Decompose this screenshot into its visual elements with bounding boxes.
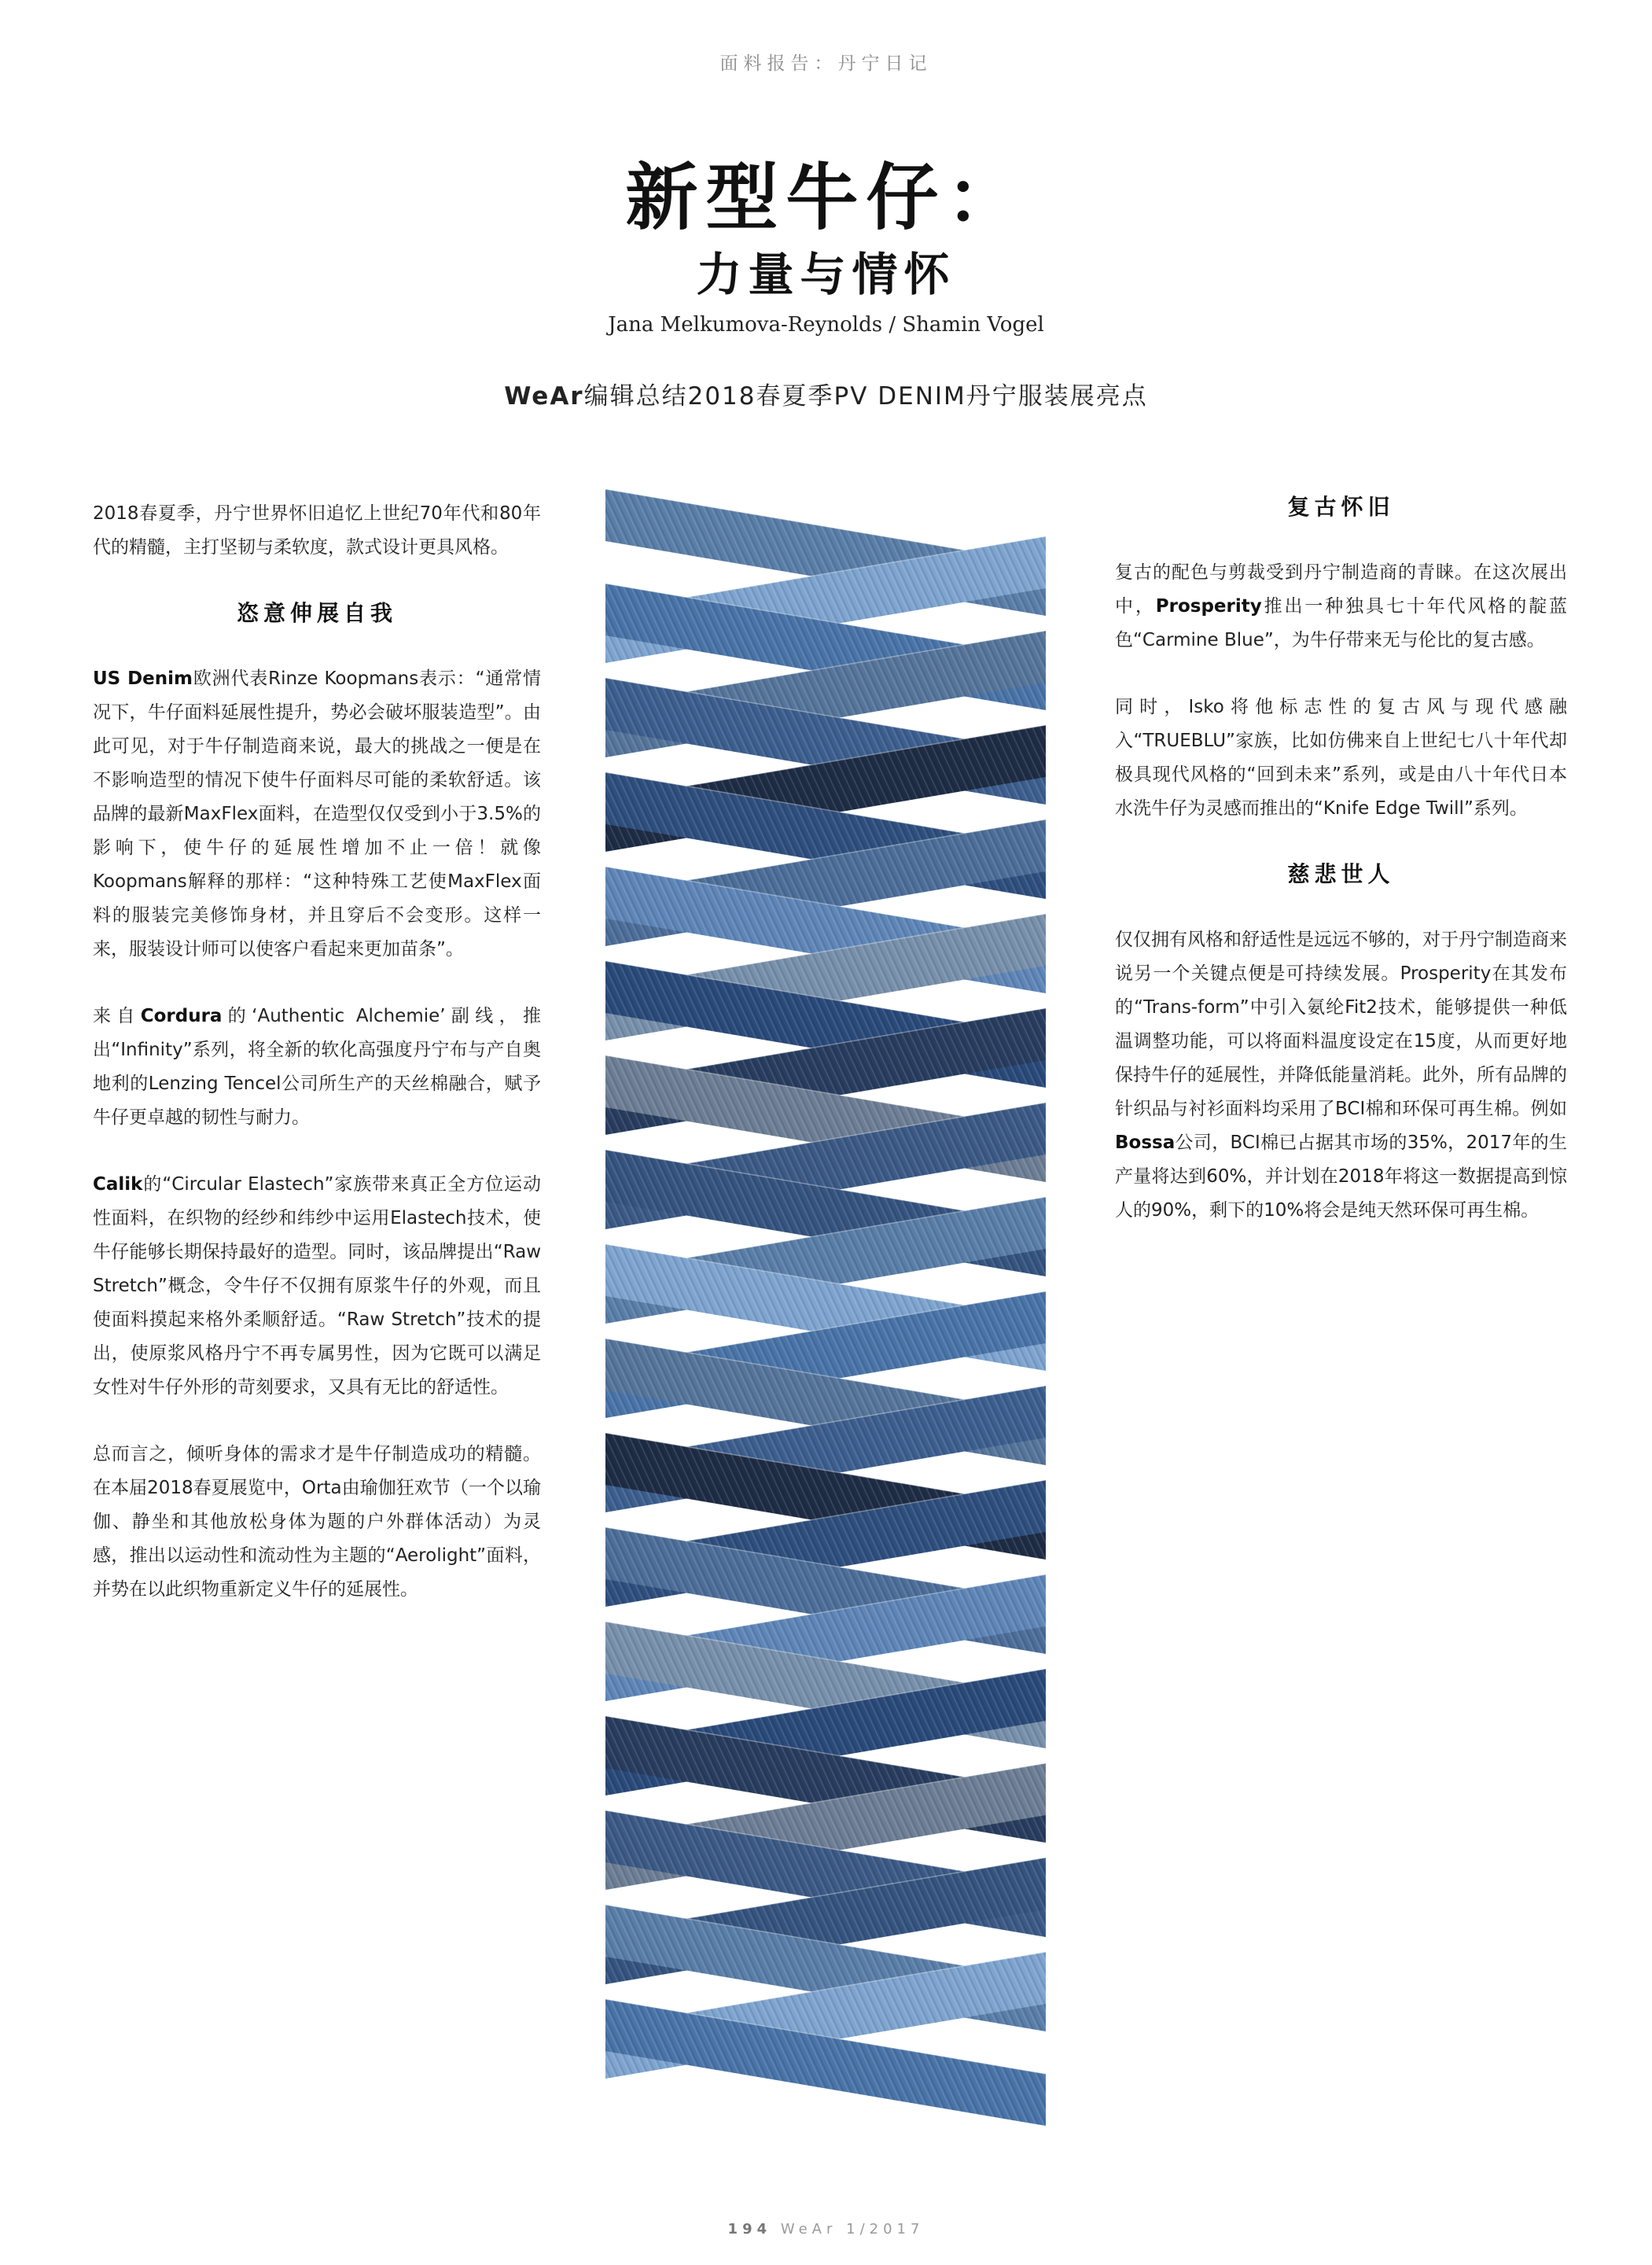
paragraph-calik [93,1168,541,1405]
denim-ribbons [605,489,1046,2126]
page-footer [0,2221,1652,2237]
paragraph-prosperity [1115,556,1567,657]
paragraph-text: 的“Circular Elastech”家族带来真正全方位运动性面料，在织物的经纱和纬纱中运用Elastech技术，使牛仔能够长期保持最好的造型。同时，该品牌提出“Raw Stretch”概念，令牛仔不仅拥有原浆牛仔的外观，而且使面料摸起来格外柔顺舒适。“Raw Stretch”技术的提出，使原浆风格丹宁不再专属男性，因为它既可以满足女性对牛仔外形的苛刻要求，又具有无比的舒适性。 [93,1174,541,1398]
paragraph-cordura [93,1000,541,1135]
article-subtitle: 力量与情怀 [696,248,956,301]
page-number: 194 [727,2221,772,2237]
running-head: 面料报告：丹宁日记 [719,53,933,74]
paragraph-text: 的‘Authentic Alchemie’副线，推出“Infinity”系列，将全新的软化高强度丹宁布与产自奥地利的Lenzing Tencel公司所生产的天丝棉融合，赋予牛仔更卓越的韧性与耐力。 [93,1006,541,1128]
denim-zigzag-image [605,483,1069,2205]
intro-paragraph: 2018春夏季，丹宁世界怀旧追忆上世纪70年代和80年代的精髓，主打坚韧与柔软度，款式设计更具风格。 [93,503,541,558]
paragraph-text: 仅仅拥有风格和舒适性是远远不够的，对于丹宁制造商来说另一个关键点便是可持续发展。Prosperity在其发布的“Trans-form”中引入氨纶Fit2技术，能够提供一种低温调整功能，可以将面料温度设定在15度，从而更好地保持牛仔的延展性，并降低能量消耗。此外，所有品牌的针织品与衬衫面料均采用了BCI棉和环保可再生棉。例如 [1115,930,1567,1119]
deck [0,376,1652,411]
paragraph-text: 推出一种独具七十年代风格的靛蓝色“Carmine Blue”，为牛仔带来无与伦比的复古感。 [1115,596,1568,650]
paragraph-text: 公司，BCI棉已占据其市场的35%，2017年的生产量将达到60%，并计划在2018年将这一数据提高到惊人的90%，剩下的10%将会是纯天然环保可再生棉。 [1115,1132,1567,1221]
paragraph-isko: 同时，Isko将他标志性的复古风与现代感融入“TRUEBLU”家族，比如仿佛来自上世纪七八十年代却极具现代风格的“回到未来”系列，或是由八十年代日本水洗牛仔为灵感而推出的“Knife Edge Twill”系列。 [1115,697,1567,819]
brand-cordura: Cordura [140,1006,223,1026]
issue-label: WeAr 1/2017 [780,2221,925,2237]
paragraph-sustainability [1115,923,1567,1228]
right-column [1115,492,1567,1261]
section-heading-retro: 复古怀旧 [1287,494,1395,520]
brand-bossa: Bossa [1115,1132,1176,1153]
paragraph-text: 来自 [93,1006,141,1026]
article-title: 新型牛仔： [625,156,1027,240]
brand-calik: Calik [93,1174,143,1195]
paragraph-text: 复古的配色与剪裁受到丹宁制造商的青睐。在这次展出中， [1115,562,1567,617]
brand-prosperity: Prosperity [1155,596,1262,617]
section-heading-stretch: 恣意伸展自我 [236,600,397,626]
section-heading-compassion: 慈悲世人 [1287,861,1395,887]
brand-us-denim: US Denim [93,668,193,689]
byline: Jana Melkumova-Reynolds / Shamin Vogel [608,313,1044,337]
left-column [93,497,541,1640]
paragraph-summary: 总而言之，倾听身体的需求才是牛仔制造成功的精髓。在本届2018春夏展览中，Orta由瑜伽狂欢节（一个以瑜伽、静坐和其他放松身体为题的户外群体活动）为灵感，推出以运动性和流动性为主题的“Aerolight”面料，并势在以此织物重新定义牛仔的延展性。 [93,1444,541,1600]
paragraph-us-denim [93,662,541,967]
paragraph-text: 欧洲代表Rinze Koopmans表示：“通常情况下，牛仔面料延展性提升，势必会破坏服装造型”。由此可见，对于牛仔制造商来说，最大的挑战之一便是在不影响造型的情况下使牛仔面料尽可能的柔软舒适。该品牌的最新MaxFlex面料，在造型仅仅受到小于3.5%的影响下，使牛仔的延展性增加不止一倍！就像Koopmans解释的那样：“这种特殊工艺使MaxFlex面料的服装完美修饰身材，并且穿后不会变形。这样一来，服装设计师可以使客户看起来更加苗条”。 [93,668,541,959]
deck-brand: WeAr [504,382,584,411]
deck-text: 编辑总结2018春夏季PV DENIM丹宁服装展亮点 [583,382,1148,411]
